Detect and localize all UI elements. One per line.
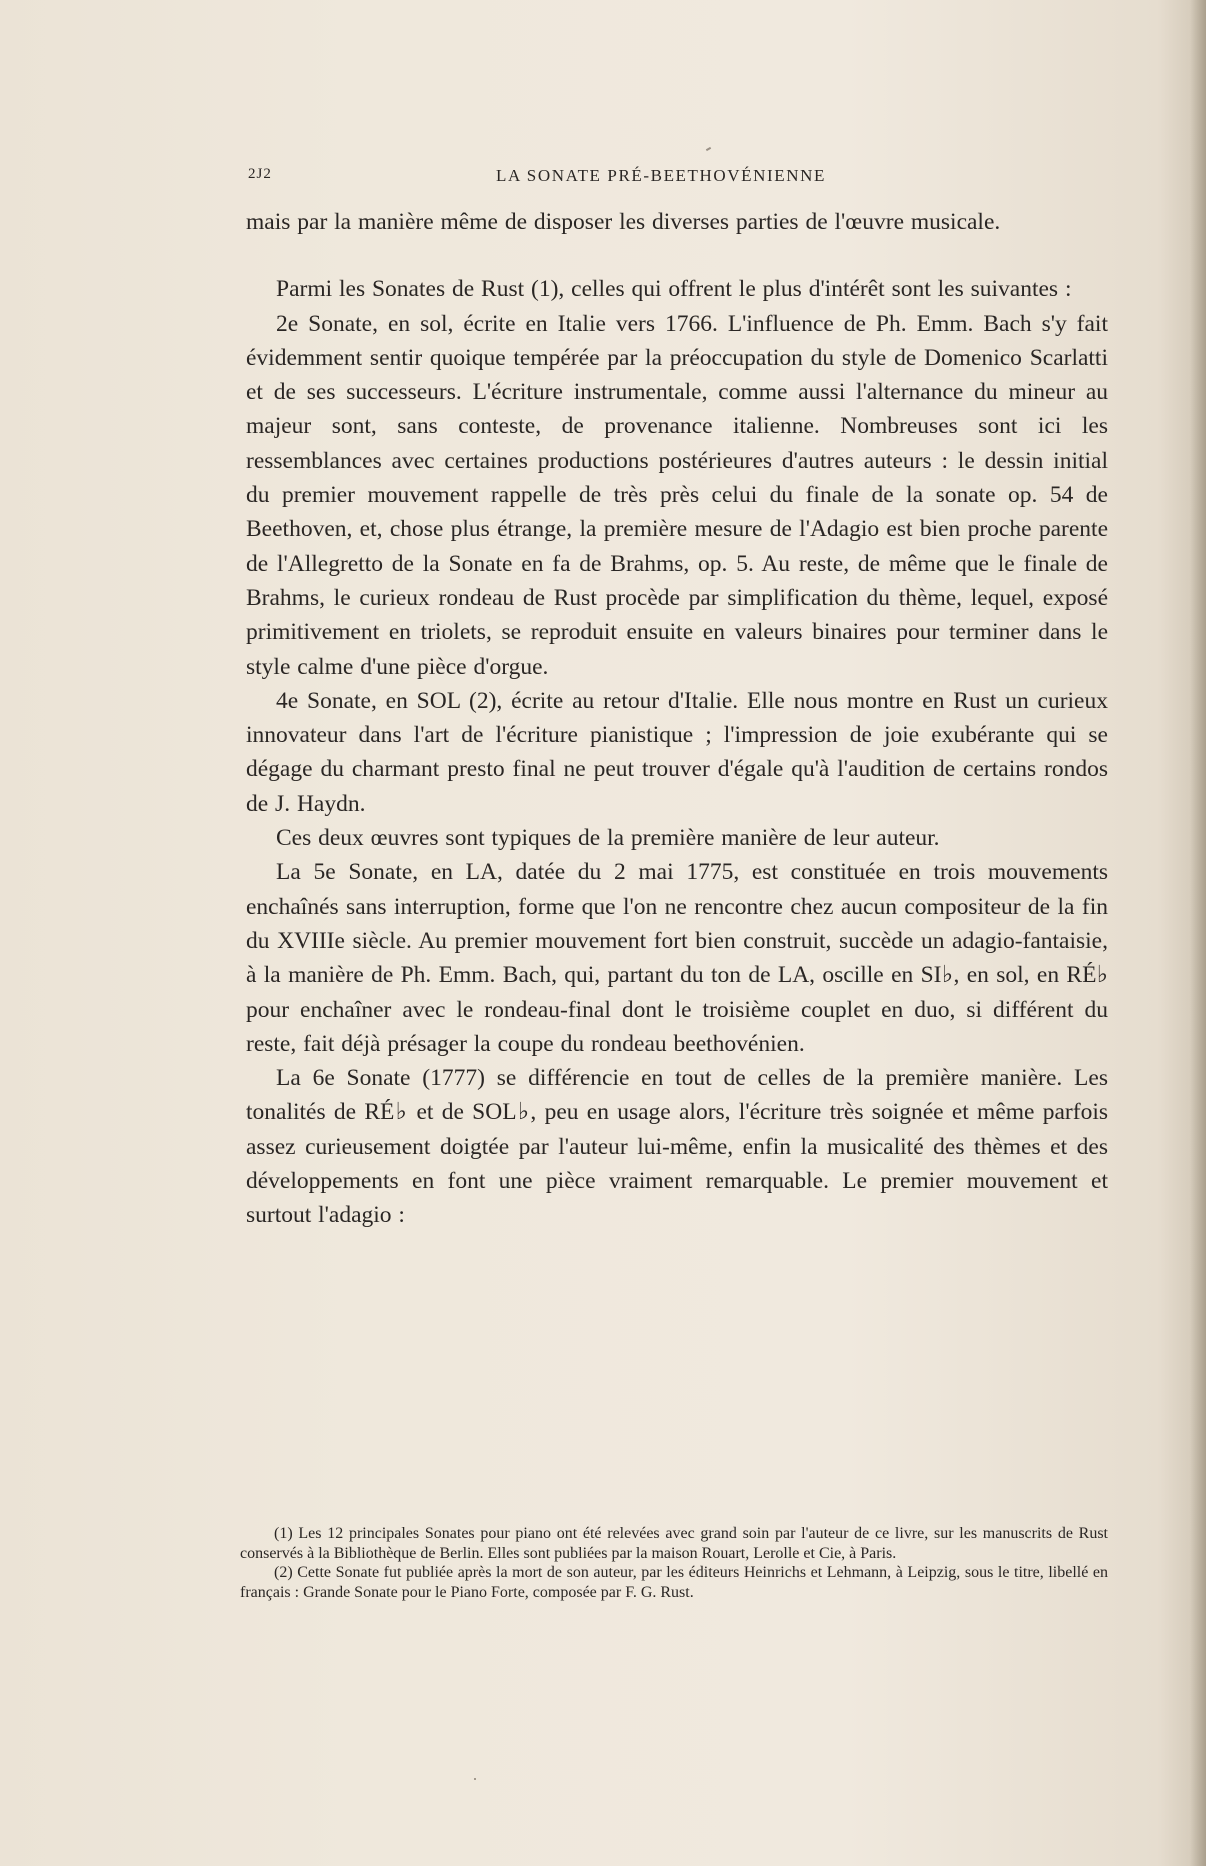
paragraph-3: 2e Sonate, en sol, écrite en Italie vers 1766. L'influence de Ph. Emm. Bach s'y fait évidemment sentir quoique tempérée par la préoccupation du style de Domenico Scarlatti et de ses successeurs. L'écriture instrumentale, comme aussi l'alternance du mineur au majeur sont, sans conteste, de provenance italienne. Nombreuses sont ici les ressemblances avec certaines productions postérieures d'autres auteurs : le dessin initial du premier mouvement rappelle de très près celui du finale de la sonate op. 54 de Beethoven, et, chose plus étrange, la première mesure de l'Adagio est bien proche parente de l'Allegretto de la Sonate en fa de Brahms, op. 5. Au reste, de même que le finale de Brahms, le curieux rondeau de Rust procède par simplification du thème, lequel, exposé primitivement en triolets, se reproduit ensuite en valeurs binaires pour terminer dans le style calme d'une pièce d'orgue. bbox=[246, 310, 1108, 680]
page-header bbox=[248, 166, 1108, 192]
print-speck bbox=[706, 147, 711, 151]
footnote-2: (2) Cette Sonate fut publiée après la mort de son auteur, par les éditeurs Heinrichs et Lehmann, à Leipzig, sous le titre, libellé en français : Grande Sonate pour le Piano Forte, composée par F. G. Rust. bbox=[240, 1564, 1108, 1601]
footnotes bbox=[240, 1524, 1108, 1602]
page-edge-shadow bbox=[1190, 0, 1206, 1866]
running-title: LA SONATE PRÉ-BEETHOVÉNIENNE bbox=[496, 166, 826, 185]
print-speck bbox=[474, 1778, 476, 1780]
paragraph-1: mais par la manière même de disposer les diverses parties de l'œuvre musicale. bbox=[246, 209, 1001, 235]
main-text bbox=[246, 205, 1108, 1233]
footnote-1: (1) Les 12 principales Sonates pour piano ont été relevées avec grand soin par l'auteur de ce livre, sur les manuscrits de Rust conservés à la Bibliothèque de Berlin. Elles sont publiées par la maison Rouart, Lerolle et Cie, à Paris. bbox=[240, 1525, 1108, 1562]
paragraph-6: La 5e Sonate, en LA, datée du 2 mai 1775, est constituée en trois mouvements enchaînés sans interruption, forme que l'on ne rencontre chez aucun compositeur de la fin du XVIIIe siècle. Au premier mouvement fort bien construit, succède un adagio-fantaisie, à la manière de Ph. Emm. Bach, qui, partant du ton de LA, oscille en SI♭, en sol, en RÉ♭ pour enchaîner avec le rondeau-final dont le troisième couplet en duo, si différent du reste, fait déjà présager la coupe du rondeau beethovénien. bbox=[246, 859, 1108, 1057]
paragraph-2: Parmi les Sonates de Rust (1), celles qui offrent le plus d'intérêt sont les suivantes : bbox=[276, 276, 1072, 303]
page-number: 2J2 bbox=[248, 166, 272, 182]
paragraph-7: La 6e Sonate (1777) se différencie en tout de celles de la première manière. Les tonalités de RÉ♭ et de SOL♭, peu en usage alors, l'écriture très soignée et même parfois assez curieusement doigtée par l'auteur lui-même, enfin la musicalité des thèmes et des développements en font une pièce vraiment remarquable. Le premier mouvement et surtout l'adagio : bbox=[246, 1065, 1108, 1229]
paragraph-5: Ces deux œuvres sont typiques de la première manière de leur auteur. bbox=[276, 825, 940, 852]
paragraph-4: 4e Sonate, en SOL (2), écrite au retour d'Italie. Elle nous montre en Rust un curieux innovateur dans l'art de l'écriture pianistique ; l'impression de joie exubérante qui se dégage du charmant presto final ne peut trouver d'égale qu'à l'audition de certains rondos de J. Haydn. bbox=[246, 687, 1108, 817]
